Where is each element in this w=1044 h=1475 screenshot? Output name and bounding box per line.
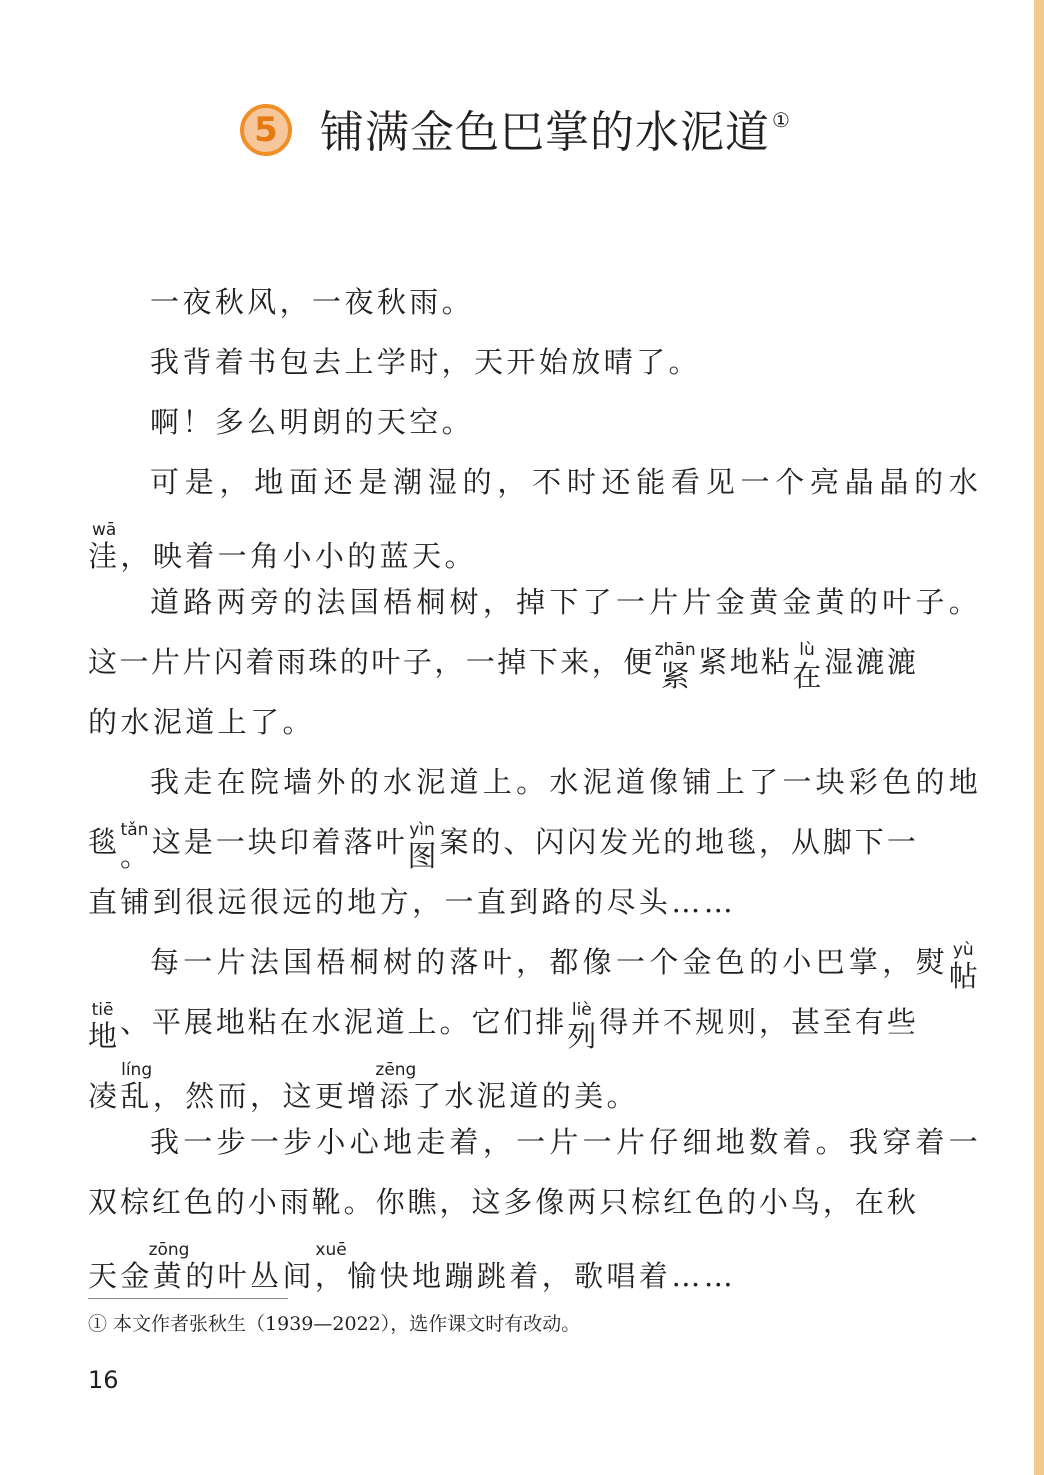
text-line: 直铺到很远很远的地方，一直到路的尽头…… bbox=[88, 885, 737, 919]
pinyin-annotated-char: 紧zhān bbox=[654, 640, 696, 693]
pinyin: liè bbox=[567, 1000, 597, 1020]
pinyin: yìn bbox=[407, 820, 437, 840]
pinyin: lù bbox=[792, 640, 822, 660]
text-line: 凌乱líng，然而，这更增添zēng了水泥道的美。 bbox=[88, 1060, 639, 1113]
footnote: ① 本文作者张秋生（1939—2022），选作课文时有改动。 bbox=[88, 1313, 581, 1335]
text-line: 每 一 片 法 国 梧 桐 树 的 落 叶 ， 都 像 一 个 金 色 的 小 巴 掌 ， 熨 帖yù bbox=[150, 940, 978, 993]
text-line: 啊！多么明朗的天空。 bbox=[150, 405, 475, 439]
pinyin: wā bbox=[88, 520, 121, 540]
pinyin: zōng bbox=[148, 1240, 190, 1260]
text-line: 我 走 在 院 墙 外 的 水 泥 道 上 。 水 泥 道 像 铺 上 了 一 块 彩 色 的 地 bbox=[150, 765, 978, 799]
pinyin: zēng bbox=[375, 1060, 417, 1080]
page-edge-strip bbox=[1034, 0, 1044, 1475]
text-line: 地tiē 、 平 展 地 粘 在 水 泥 道 上 。 它 们 排 列liè 得 并 不 规 则 ， 甚 至 有 些 bbox=[88, 1000, 916, 1053]
text-line: 双 棕 红 色 的 小 雨 靴 。 你 瞧 ， 这 多 像 两 只 棕 红 色 的 小 鸟 ， 在 秋 bbox=[88, 1185, 916, 1219]
pinyin: zhān bbox=[654, 640, 696, 660]
pinyin-annotated-char: 在lù bbox=[792, 640, 822, 693]
pinyin-annotated-char: ，xuē bbox=[314, 1240, 348, 1293]
footnote-divider bbox=[88, 1298, 288, 1299]
lesson-number-badge bbox=[240, 104, 292, 156]
lesson-number: 5 bbox=[254, 110, 278, 150]
pinyin: líng bbox=[120, 1060, 153, 1080]
pinyin: tiē bbox=[88, 1000, 118, 1020]
pinyin-annotated-char: 列liè bbox=[567, 1000, 597, 1053]
text-line: 道 路 两 旁 的 法 国 梧 桐 树 ， 掉 下 了 一 片 片 金 黄 金 黄 的 叶 子 。 bbox=[150, 585, 978, 619]
pinyin-annotated-char: 乱líng bbox=[120, 1060, 153, 1113]
pinyin: tǎn bbox=[119, 820, 149, 840]
pinyin-annotated-char: 洼wā bbox=[88, 520, 121, 573]
page-number: 16 bbox=[88, 1366, 119, 1394]
pinyin-annotated-char: 添zēng bbox=[375, 1060, 417, 1113]
pinyin-annotated-char: 黄zōng bbox=[148, 1240, 190, 1293]
text-line: 我 一 步 一 步 小 心 地 走 着 ， 一 片 一 片 仔 细 地 数 着 。 我 穿 着 一 bbox=[150, 1125, 978, 1159]
text-line: 毯 。tǎn 这 是 一 块 印 着 落 叶 图yìn 案 的 、 闪 闪 发 光 的 地 毯 ， 从 脚 下 一 bbox=[88, 820, 916, 873]
lesson-title-text: 铺满金色巴掌的水泥道 bbox=[320, 107, 770, 158]
lesson-title bbox=[320, 96, 791, 160]
pinyin-annotated-char: 地tiē bbox=[88, 1000, 118, 1053]
text-line: 我背着书包去上学时，天开始放晴了。 bbox=[150, 345, 701, 379]
text-line: 天金黄zōng的叶丛间，xuē愉快地蹦跳着，歌唱着…… bbox=[88, 1240, 737, 1293]
title-footnote-mark: ① bbox=[772, 108, 791, 132]
pinyin-annotated-char: 。tǎn bbox=[119, 820, 149, 873]
pinyin: yù bbox=[948, 940, 978, 960]
lesson-header bbox=[240, 96, 791, 164]
pinyin-annotated-char: 图yìn bbox=[407, 820, 437, 873]
text-line: 这 一 片 片 闪 着 雨 珠 的 叶 子 ， 一 掉 下 来 ， 便 紧zhān 紧 地 粘 在lù 湿 漉 漉 bbox=[88, 640, 916, 693]
text-line: 可 是 ， 地 面 还 是 潮 湿 的 ， 不 时 还 能 看 见 一 个 亮 晶 晶 的 水 bbox=[150, 465, 978, 499]
pinyin-annotated-char: 帖yù bbox=[948, 940, 978, 993]
pinyin: xuē bbox=[314, 1240, 348, 1260]
text-line: 的水泥道上了。 bbox=[88, 705, 315, 739]
text-line: 洼wā，映着一角小小的蓝天。 bbox=[88, 520, 477, 573]
text-line: 一夜秋风，一夜秋雨。 bbox=[150, 285, 475, 319]
